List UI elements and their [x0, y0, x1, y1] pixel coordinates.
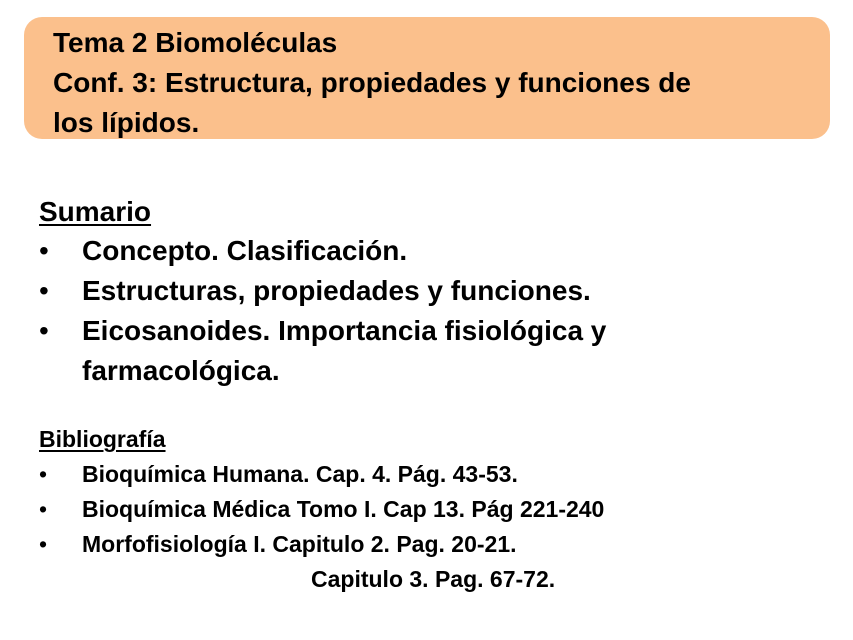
summary-item-text: Estructuras, propiedades y funciones.: [82, 275, 591, 306]
bullet-icon: •: [39, 461, 48, 487]
bibliography-list: [39, 457, 604, 597]
title-box: [24, 17, 830, 139]
summary-heading: Sumario: [39, 196, 152, 227]
title-topic: Tema 2 Biomoléculas: [53, 27, 338, 58]
bullet-icon: •: [39, 275, 49, 306]
bullet-icon: •: [39, 315, 49, 346]
summary-list: [39, 231, 606, 391]
summary-item-text: Concepto. Clasificación.: [82, 235, 408, 266]
summary-item: [39, 231, 606, 271]
bibliography-item: [39, 457, 604, 492]
bullet-icon: •: [39, 531, 48, 557]
bullet-icon: •: [39, 496, 48, 522]
title-lecture-continuation: los lípidos.: [53, 107, 200, 138]
bibliography-item-continuation-text: Capitulo 3. Pag. 67-72.: [311, 566, 556, 592]
bullet-icon: •: [39, 235, 49, 266]
bibliography-item-text: Bioquímica Humana. Cap. 4. Pág. 43-53.: [82, 461, 518, 487]
bibliography-item-text: Bioquímica Médica Tomo I. Cap 13. Pág 221-240: [82, 496, 605, 522]
summary-item: [39, 311, 606, 351]
summary-item-text: Eicosanoides. Importancia fisiológica y: [82, 315, 607, 346]
bibliography-heading: Bibliografía: [39, 426, 166, 452]
summary-item-continuation-text: farmacológica.: [82, 355, 280, 386]
bibliography-item: [39, 492, 604, 527]
bibliography-item-text: Morfofisiología I. Capitulo 2. Pag. 20-21.: [82, 531, 517, 557]
bibliography-item-continuation: [39, 562, 604, 597]
summary-item-continuation: [39, 351, 606, 391]
title-lecture: Conf. 3: Estructura, propiedades y funciones de: [53, 67, 691, 98]
summary-item: [39, 271, 606, 311]
bibliography-item: [39, 527, 604, 562]
